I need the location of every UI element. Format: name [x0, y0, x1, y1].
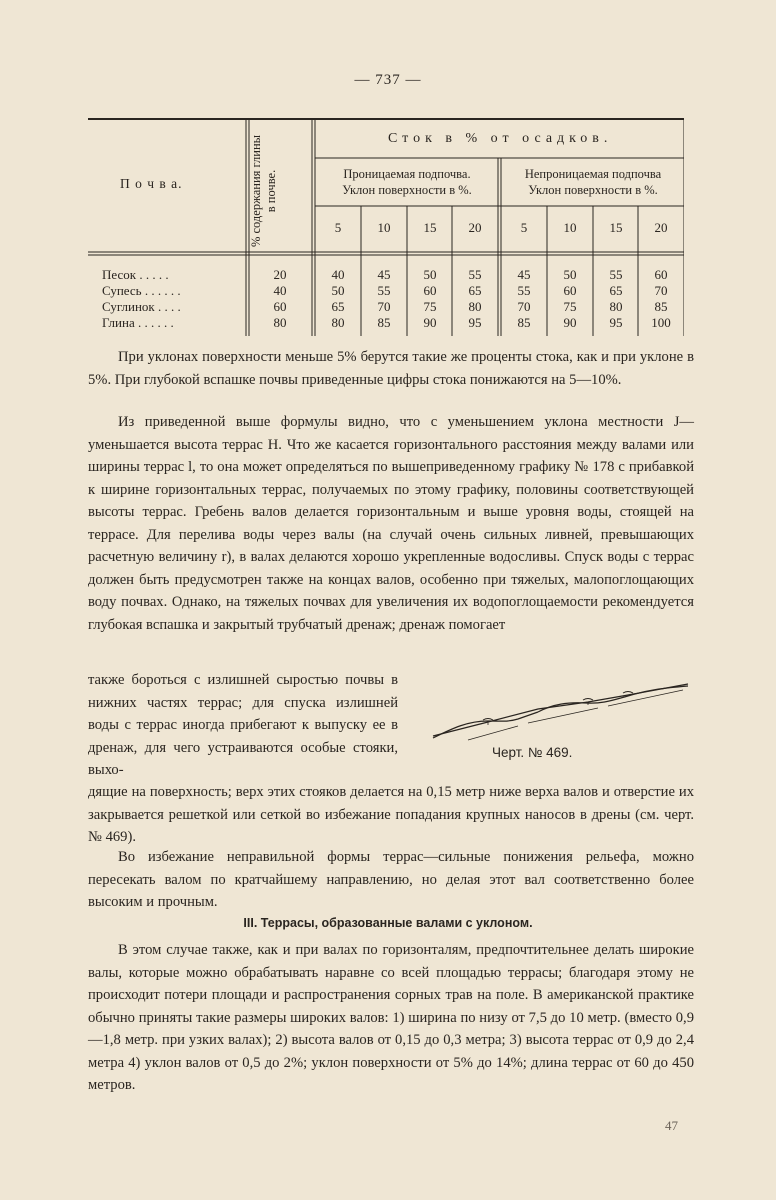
group-impermeable-header: Непроницаемая подпочва Уклон поверхности в %. [524, 167, 662, 197]
slope-header: 20 [654, 220, 668, 235]
table-cell: 50 [331, 283, 345, 298]
table-cell: 45 [377, 267, 391, 282]
table-cell: 45 [517, 267, 531, 282]
table-cell: 65 [331, 299, 345, 314]
runoff-table [88, 118, 684, 336]
table-cell: 70 [654, 283, 668, 298]
slope-header: 5 [520, 220, 528, 235]
col-soil-header: П о ч в а. [120, 176, 183, 191]
paragraph-relief: Во избежание неправильной формы террас—сильные понижения рельефа, можно пересекать валом по кратчайшему направлению, но делая этот вал соответственно более высоким и прочным. [88, 849, 694, 910]
table-row-soil: Песок . . . . . [102, 267, 169, 282]
col-clay-header: % содержания глины в почве. [249, 134, 278, 248]
table-cell: 55 [609, 267, 623, 282]
paragraph-risers: дящие на поверхность; верх этих стояков делается на 0,15 метр ниже верха валов и отверстие их закрывается решеткой или сеткой во избежание попадания крупных наносов в дрены (см. черт. № 469). [88, 784, 694, 845]
table-cell: 80 [609, 299, 623, 314]
table-cell: 70 [517, 299, 531, 314]
table-cell: 90 [563, 315, 577, 330]
slope-header: 5 [334, 220, 342, 235]
table-cell: 50 [563, 267, 577, 282]
table-cell: 80 [273, 315, 287, 330]
group-permeable-header: Проницаемая подпочва. Уклон поверхности в %. [342, 167, 472, 197]
paragraph-sloped-terraces: В этом случае также, как и при валах по горизонталям, предпочтительнее делать широкие валы, которые можно обрабатывать наравне со всей площадью террасы; благодаря этому не происходит потери площади и распространения сорных трав на поле. В американской практике обычно приняты такие размеры широких валов: 1) ширина по низу от 7,5 до 10 метр. (вместо 0,9—1,8 метр. при узких валах); 2) высота валов от 0,15 до 0,3 метра; 3) высота террас от 0,9 до 2,4 метра 4) уклон валов от 0,5 до 2%; уклон поверхности от 5% до 14%; длина террас от 60 до 450 метров. [88, 942, 694, 1093]
table-cell: 70 [377, 299, 391, 314]
table-cell: 40 [331, 267, 345, 282]
section-heading: III. Террасы, образованные валами с уклоном. [243, 916, 533, 930]
table-cell: 85 [517, 315, 531, 330]
table-row-soil: Суглинок . . . . [102, 299, 181, 314]
slope-header: 15 [609, 220, 623, 235]
col-runoff-header: Сток в % от осадков. [388, 131, 613, 146]
table-cell: 50 [423, 267, 437, 282]
table-row-soil: Супесь . . . . . . [102, 283, 181, 298]
table-cell: 90 [423, 315, 437, 330]
table-cell: 60 [423, 283, 437, 298]
slope-header: 10 [377, 220, 391, 235]
corner-page-number: 47 [665, 1118, 678, 1133]
table-cell: 20 [273, 267, 287, 282]
table-cell: 75 [563, 299, 577, 314]
table-cell: 80 [468, 299, 482, 314]
table-cell: 80 [331, 315, 345, 330]
table-cell: 55 [517, 283, 531, 298]
table-cell: 65 [468, 283, 482, 298]
paragraph-wrapped-text: также бороться с излишней сыростью почвы в нижних частях террас; для спуска излишней воды с террас иногда прибегают к выпуску ее в дренаж, для чего устраиваются особые стояки, выхо- [88, 672, 398, 778]
slope-header: 15 [423, 220, 437, 235]
slope-header: 10 [563, 220, 577, 235]
table-cell: 85 [377, 315, 391, 330]
table-cell: 40 [273, 283, 287, 298]
table-cell: 95 [609, 315, 623, 330]
page-number: — 737 — [354, 72, 422, 88]
table-cell: 60 [654, 267, 668, 282]
paragraph-terrace-width: Из приведенной выше формулы видно, что с уменьшением уклона местности J—уменьшается высота террас H. Что же касается горизонтального расстояния между валами или ширины террас l, то она может определяться по вышеприведенному графику № 178 с прибавкой к ширине горизонтальных террас, получаемых по этому графику, половины соответствующей высоты террас. Гребень валов делается горизонтальным и выше уровня воды, стоящей на террасе. Для перелива воды через валы (на случай очень сильных ливней, превышающих расчетную величину r), в валах делаются хорошо укрепленные водосливы. Спуск воды с террас должен быть предусмотрен также на концах валов, особенно при тяжелых, малопоглощающих воду почвах. Однако, на тяжелых почвах для увеличения их водопоглощаемости рекомендуется глубокая вспашка и закрытый трубчатый дренаж; дренаж помогает [88, 414, 694, 633]
figure-caption: Черт. № 469. [492, 745, 573, 760]
table-cell: 75 [423, 299, 437, 314]
table-cell: 60 [563, 283, 577, 298]
table-cell: 95 [468, 315, 482, 330]
table-row-soil: Глина . . . . . . [102, 315, 174, 330]
table-cell: 55 [468, 267, 482, 282]
table-cell: 100 [651, 315, 671, 330]
slope-header: 20 [468, 220, 482, 235]
table-cell: 85 [654, 299, 668, 314]
table-cell: 55 [377, 283, 391, 298]
paragraph-slope-note: При уклонах поверхности меньше 5% берутся такие же проценты стока, как и при уклоне в 5%. При глубокой вспашке почвы приведенные цифры стока понижаются на 5—10%. [88, 349, 694, 388]
table-cell: 65 [609, 283, 623, 298]
table-cell: 60 [273, 299, 287, 314]
terrace-profile-drawing [428, 678, 698, 748]
